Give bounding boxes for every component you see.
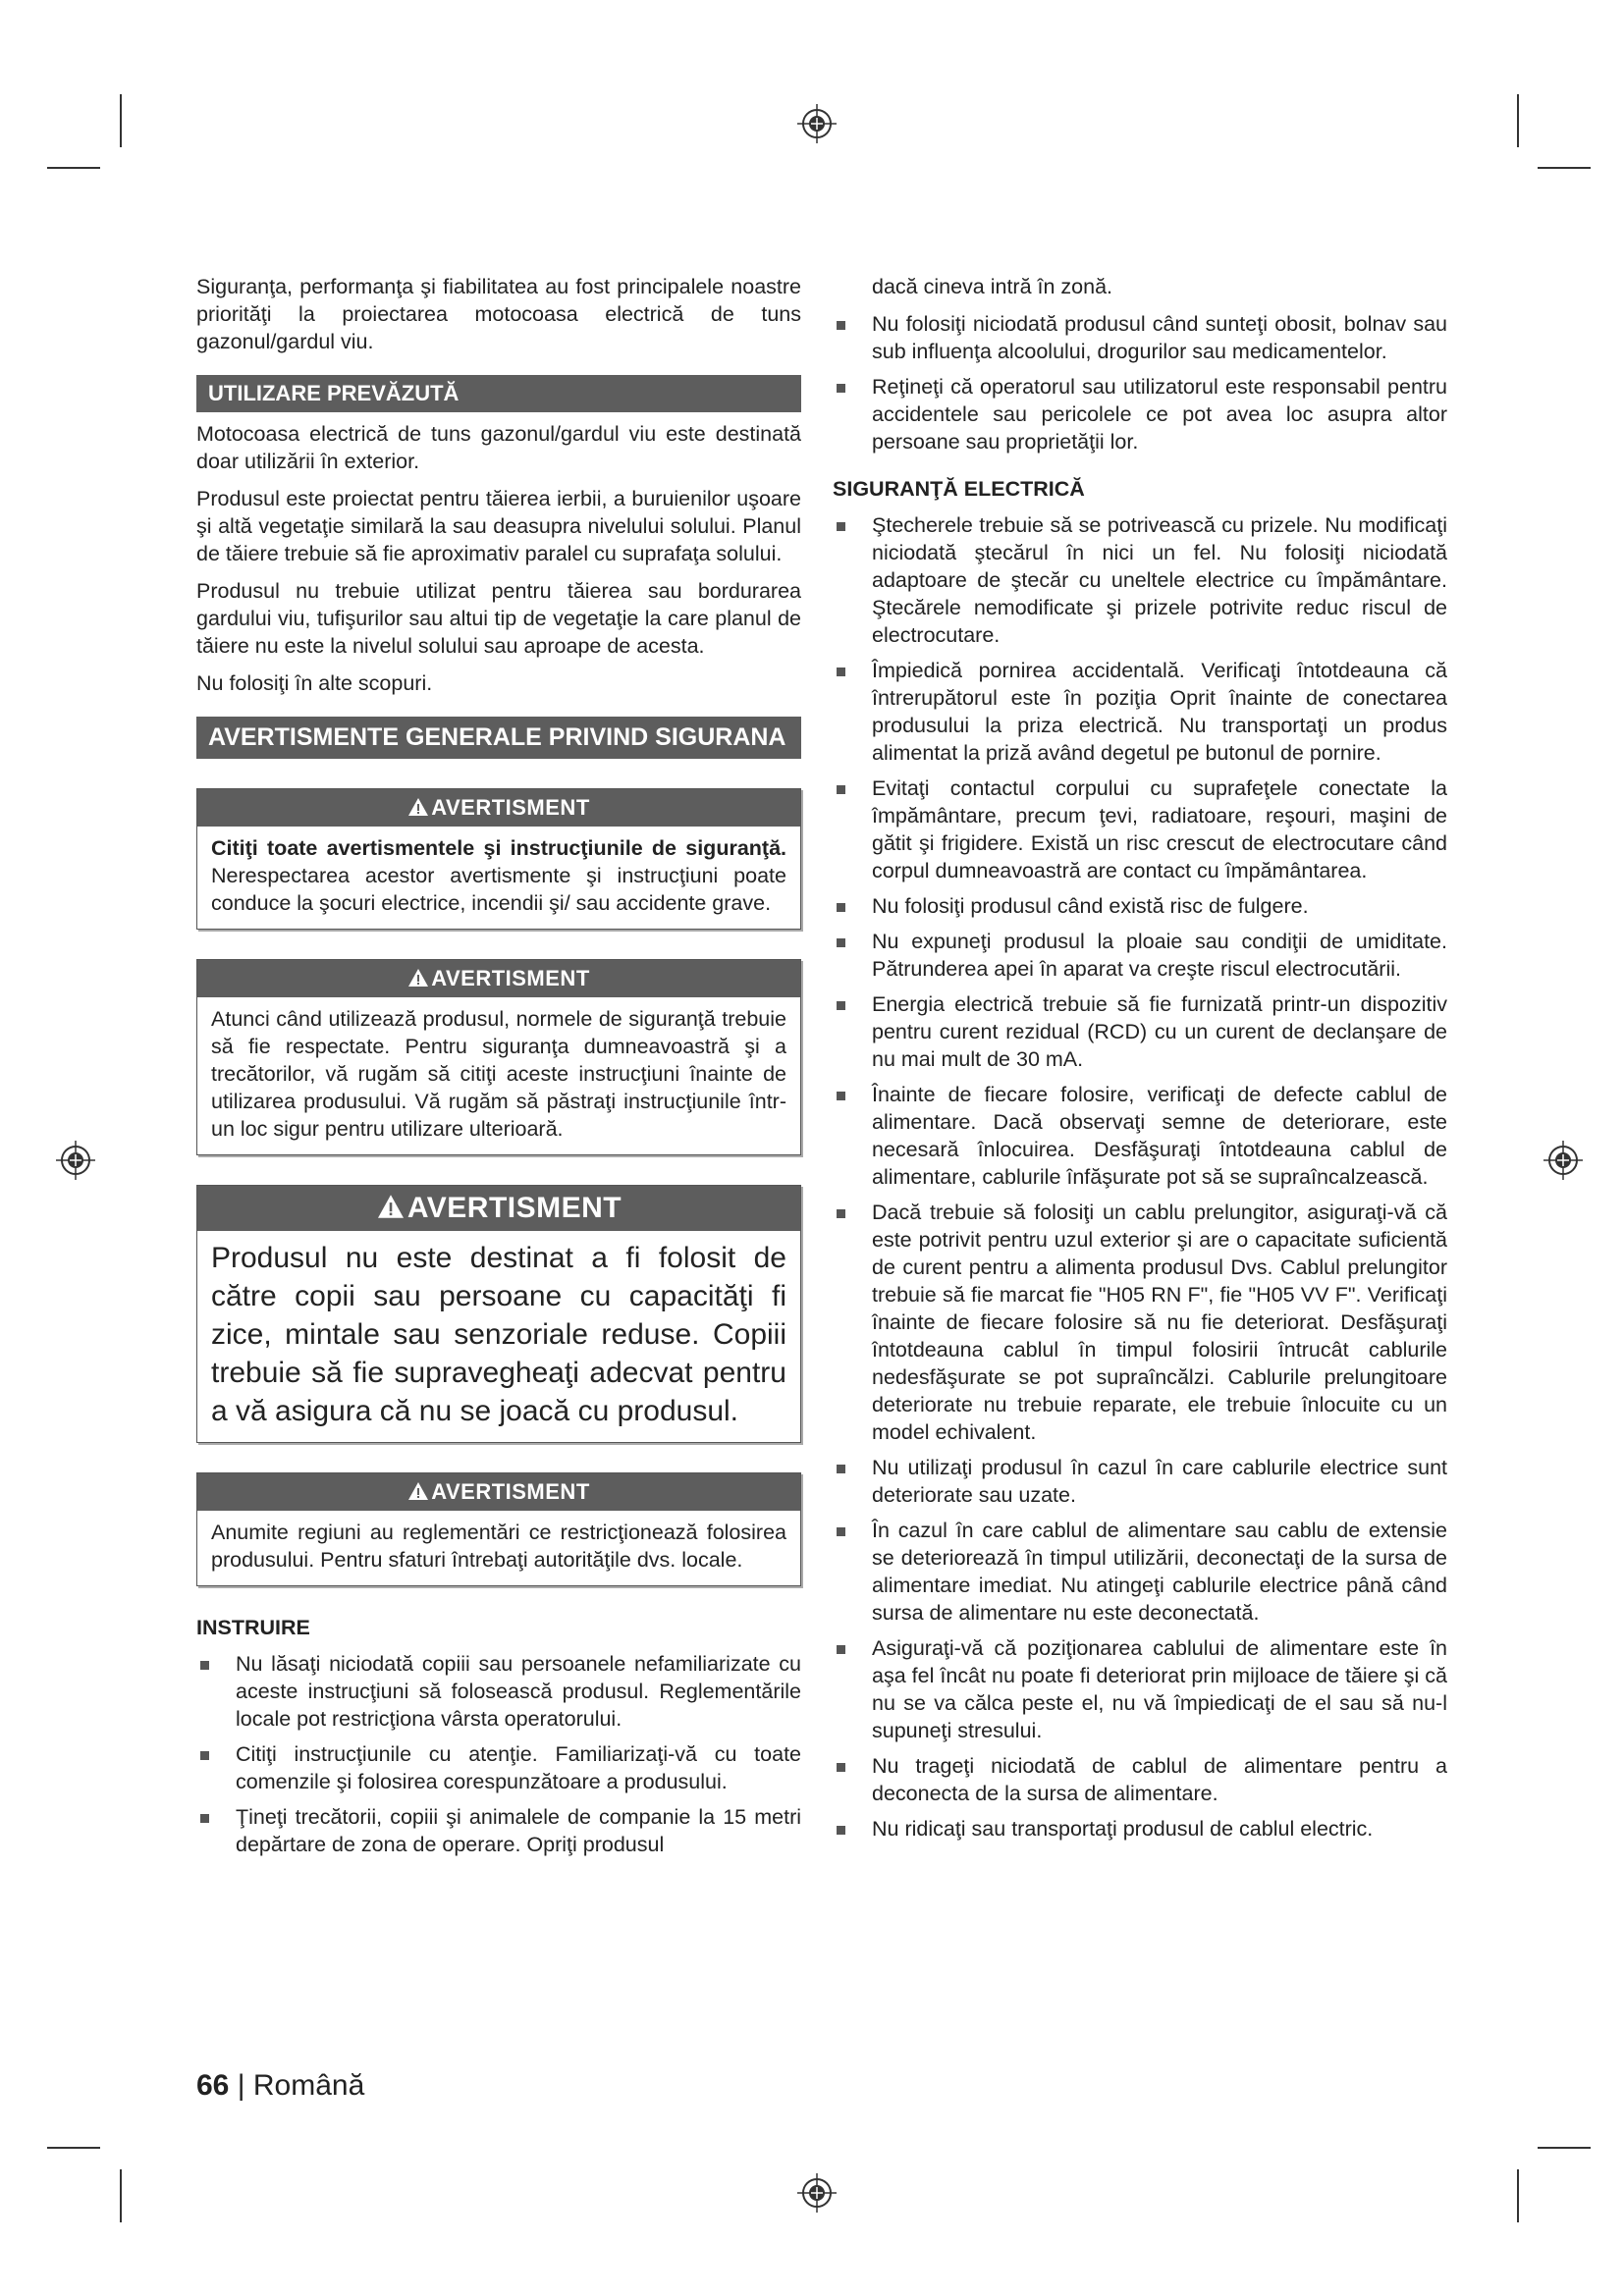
training-list: [196, 1650, 801, 1858]
footer-separator: |: [237, 2069, 245, 2102]
bullet-icon: [837, 1645, 845, 1654]
bullet-icon: [837, 1209, 845, 1218]
list-item: Înainte de fiecare folosire, verificaţi de defecte cablul de alimentare. Dacă observaţi semne de deteriorare, este necesară înlocuirea. Desfăşuraţi întotdeauna cablul de alimentare, cablurile înfăşurate pot să se supraîncalzească.: [833, 1081, 1447, 1191]
bullet-icon: [200, 1814, 209, 1823]
warning-header: [197, 960, 800, 997]
right-column: [833, 273, 1447, 1850]
warning-box: [196, 788, 801, 930]
registration-mark-icon: [54, 1139, 97, 1182]
page-number: 66: [196, 2069, 230, 2102]
warning-header: [197, 1186, 800, 1231]
crop-mark: [1517, 2169, 1519, 2222]
registration-mark-icon: [795, 102, 839, 145]
list-item: Nu ridicaţi sau transportaţi produsul de cablul electric.: [833, 1815, 1447, 1842]
bullet-icon: [200, 1751, 209, 1760]
list-item: Ştecherele trebuie să se potrivească cu prizele. Nu modificaţi niciodată ştecărul în nici un fel. Nu folosiţi niciodată adaptoare de ştecăr cu uneltele electrice cu împământare. Ştecărele nemodificate şi prizele potrivite reduc riscul de electrocutare.: [833, 511, 1447, 649]
bullet-icon: [837, 785, 845, 794]
crop-mark: [1517, 94, 1519, 147]
warning-box-large: [196, 1185, 801, 1443]
crop-mark: [120, 2169, 122, 2222]
list-item: Asiguraţi-vă că poziţionarea cablului de alimentare este în aşa fel încât nu poate fi deteriorat prin mijloace de tăiere şi că nu se va călca peste el, nu vă împiedicaţi de el sau să nu-l supuneţi stresului.: [833, 1634, 1447, 1744]
list-item: În cazul în care cablul de alimentare sau cablu de extensie se deteriorează în timpul utilizării, deconectaţi de la sursa de alimentare imediat. Nu atingeţi cablurile electrice până când sursa de alimentare nu este deconectată.: [833, 1517, 1447, 1627]
list-item: Reţineţi că operatorul sau utilizatorul este responsabil pentru accidentele sau pericolele ce pot avea loc asupra altor persoane sau proprietăţii lor.: [833, 373, 1447, 455]
bullet-icon: [837, 1465, 845, 1473]
list-item: Nu folosiţi niciodată produsul când sunteţi obosit, bolnav sau sub influenţa alcoolului, drogurilor sau medicamentelor.: [833, 310, 1447, 365]
crop-mark: [47, 2147, 100, 2149]
list-item: Ţineţi trecătorii, copiii şi animalele de companie la 15 metri depărtare de zona de operare. Opriţi produsul: [196, 1803, 801, 1858]
list-item: Împiedică pornirea accidentală. Verificaţi întotdeauna că întrerupătorul este în poziţia Oprit înainte de conectarea produsului la priza electrică. Nu transportaţi un produs alimentat la priză având degetul pe butonul de pornire.: [833, 657, 1447, 767]
bullet-icon: [837, 667, 845, 676]
list-item: Energia electrică trebuie să fie furnizată printr-un dispozitiv pentru curent rezidual (RCD) cu un curent de declanşare de nu mai mult de 30 mA.: [833, 990, 1447, 1073]
intended-use-paragraph: Produsul nu trebuie utilizat pentru tăierea sau bordurarea gardului viu, tufişurilor sau altui tip de vegetaţie la care planul de tăiere nu este la nivelul solului sau aproape de acesta.: [196, 579, 801, 658]
warning-header: [197, 1473, 800, 1511]
warning-title: AVERTISMENT: [406, 1192, 623, 1224]
crop-mark: [1538, 2147, 1591, 2149]
registration-mark-icon: [1542, 1139, 1585, 1182]
intended-use-paragraph: Nu folosiţi în alte scopuri.: [196, 671, 433, 695]
warning-title: AVERTISMENT: [431, 966, 590, 990]
intended-use-paragraph: Produsul este proiectat pentru tăierea ierbii, a buruienilor uşoare şi altă vegetaţie similară la sau deasupra nivelului solului. Planul de tăiere trebuie să fie aproximativ paralel cu suprafaţa solului.: [196, 487, 801, 565]
warning-text: [211, 834, 786, 917]
bullet-icon: [837, 1001, 845, 1010]
warning-title: AVERTISMENT: [431, 1479, 590, 1504]
crop-mark: [47, 167, 100, 169]
bullet-icon: [837, 1826, 845, 1835]
warning-box: [196, 959, 801, 1155]
warning-bold-text: Citiţi toate avertismentele şi instrucţiunile de siguranţă.: [211, 836, 786, 860]
intro-paragraph: Siguranţa, performanţa şi fiabilitatea au fost principalele noastre priorităţi la proiectarea motocoasa electrică de tuns gazonul/gardul viu.: [196, 275, 801, 353]
training-heading: INSTRUIRE: [196, 1616, 310, 1639]
electrical-safety-list: [833, 511, 1447, 1842]
warning-triangle-icon: [376, 1194, 406, 1219]
registration-mark-icon: [795, 2171, 839, 2215]
left-column: [196, 273, 801, 1866]
warning-triangle-icon: [407, 1481, 429, 1501]
list-item: Nu trageţi niciodată de cablul de alimentare pentru a deconecta de la sursa de alimentare.: [833, 1752, 1447, 1807]
bullet-icon: [837, 321, 845, 330]
continuation-text: dacă cineva intră în zonă.: [872, 275, 1113, 298]
warning-triangle-icon: [407, 968, 429, 988]
page-footer: [196, 2069, 364, 2103]
intended-use-paragraph: Motocoasa electrică de tuns gazonul/gardul viu este destinată doar utilizării în exterior.: [196, 422, 801, 473]
electrical-safety-heading: SIGURANŢĂ ELECTRICĂ: [833, 477, 1085, 501]
list-item: Nu lăsaţi niciodată copiii sau persoanele nefamiliarizate cu aceste instrucţiuni să folosească produsul. Reglementările locale pot restricţiona vârsta operatorului.: [196, 1650, 801, 1733]
list-item: Dacă trebuie să folosiţi un cablu prelungitor, asiguraţi-vă că este potrivit pentru uzul exterior şi are o capacitate suficientă de curent pentru a alimenta produsul Dvs. Cablul prelungitor trebuie să fie marcat fie "H05 RN F", fie "H05 VV F". Verificaţi înainte de fiecare folosire să nu fie deteriorat. Desfăşuraţi întotdeauna cablul în timpul folosirii întrucât cablurile nedesfăşurate se pot supraîncălzi. Cablurile prelungitoare deteriorate nu trebuie reparate, ele trebuie înlocuite cu un model echivalent.: [833, 1199, 1447, 1446]
warning-box: [196, 1472, 801, 1586]
crop-mark: [120, 94, 122, 147]
intended-use-heading: UTILIZARE PREVĂZUTĂ: [196, 375, 801, 412]
warning-text: Atunci când utilizează produsul, normele de siguranţă trebuie să fie respectate. Pentru siguranţa dumneavoastră şi a trecătorilor, vă rugăm să citiţi aceste instrucţiuni înainte de utilizarea produsului. Vă rugăm să păstraţi instrucţiunile într-un loc sigur pentru utilizare ulterioară.: [211, 1007, 786, 1141]
list-item: Evitaţi contactul corpului cu suprafeţele conectate la împământare, precum ţevi, radiatoare, reşouri, maşini de gătit şi frigidere. Există un risc crescut de electrocutare când corpul dumneavoastră are contact cu împământarea.: [833, 774, 1447, 884]
crop-mark: [1538, 167, 1591, 169]
bullet-icon: [200, 1661, 209, 1670]
footer-language: Română: [252, 2069, 365, 2102]
bullet-icon: [837, 1527, 845, 1536]
training-list-continued: [833, 310, 1447, 455]
warning-header: [197, 789, 800, 827]
bullet-icon: [837, 1092, 845, 1100]
list-item: Citiţi instrucţiunile cu atenţie. Familiarizaţi-vă cu toate comenzile şi folosirea corespunzătoare a produsului.: [196, 1740, 801, 1795]
warning-title: AVERTISMENT: [431, 795, 590, 820]
warning-body-text: Nerespectarea acestor avertismente şi instrucţiuni poate conduce la şocuri electrice, incendii şi/ sau accidente grave.: [211, 864, 786, 915]
general-warnings-heading: AVERTISMENTE GENERALE PRIVIND SIGURANA: [196, 717, 801, 759]
list-item: Nu expuneţi produsul la ploaie sau condiţii de umiditate. Pătrunderea apei în aparat va creşte riscul electrocutării.: [833, 928, 1447, 983]
warning-triangle-icon: [407, 797, 429, 817]
warning-text: Produsul nu este destinat a fi folosit de către copii sau persoane cu capacităţi fi zice, mintale sau senzoriale reduse. Copiii trebuie să fie supravegheaţi adecvat pentru a vă asigura că nu se joacă cu produsul.: [211, 1242, 786, 1427]
bullet-icon: [837, 384, 845, 393]
warning-text: Anumite regiuni au reglementări ce restricţionează folosirea produsului. Pentru sfaturi întrebaţi autorităţile dvs. locale.: [211, 1521, 786, 1572]
bullet-icon: [837, 938, 845, 947]
list-item: Nu utilizaţi produsul în cazul în care cablurile electrice sunt deteriorate sau uzate.: [833, 1454, 1447, 1509]
bullet-icon: [837, 903, 845, 912]
bullet-icon: [837, 1763, 845, 1772]
list-item: Nu folosiţi produsul când există risc de fulgere.: [833, 892, 1447, 920]
bullet-icon: [837, 522, 845, 531]
